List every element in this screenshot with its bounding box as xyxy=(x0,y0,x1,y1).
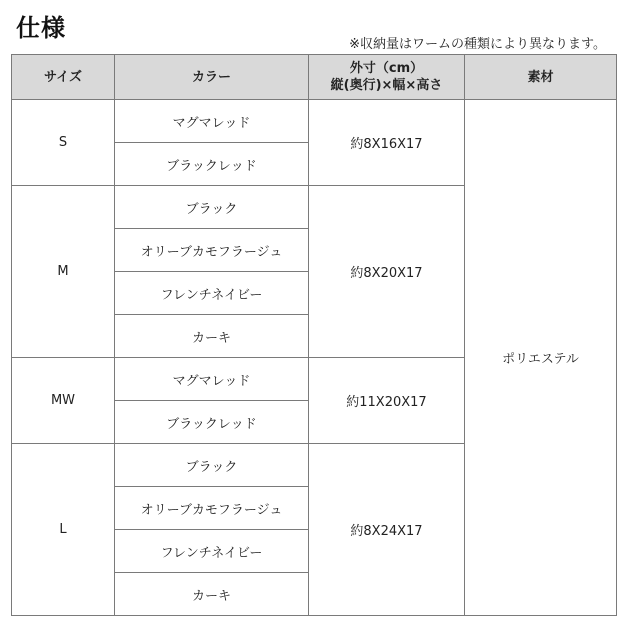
header-color: カラー xyxy=(115,55,309,100)
storage-note: ※収納量はワームの種類により異なります。 xyxy=(349,37,606,52)
dimensions-cell: 約8X20X17 xyxy=(309,186,465,358)
dimensions-cell: 約8X16X17 xyxy=(309,100,465,186)
header-dimensions xyxy=(309,55,465,100)
color-cell: フレンチネイビー xyxy=(115,530,309,573)
color-cell: カーキ xyxy=(115,315,309,358)
color-cell: マグマレッド xyxy=(115,358,309,401)
color-cell: フレンチネイビー xyxy=(115,272,309,315)
header-size: サイズ xyxy=(12,55,115,100)
color-cell: ブラック xyxy=(115,444,309,487)
spec-table xyxy=(11,54,617,616)
color-cell: ブラックレッド xyxy=(115,401,309,444)
header-material: 素材 xyxy=(465,55,617,100)
color-cell: マグマレッド xyxy=(115,100,309,143)
header-dimensions-line1: 外寸（cm） xyxy=(349,61,424,76)
dimensions-cell: 約11X20X17 xyxy=(309,358,465,444)
color-cell: カーキ xyxy=(115,573,309,616)
color-cell: オリーブカモフラージュ xyxy=(115,487,309,530)
size-cell: S xyxy=(12,100,115,186)
table-row xyxy=(12,100,617,143)
header-dimensions-line2: 縦(奥行)×幅×高さ xyxy=(330,78,443,93)
header-row xyxy=(12,55,617,100)
dimensions-cell: 約8X24X17 xyxy=(309,444,465,616)
page-title: 仕様 xyxy=(16,14,66,42)
size-cell: L xyxy=(12,444,115,616)
color-cell: ブラックレッド xyxy=(115,143,309,186)
size-cell: M xyxy=(12,186,115,358)
size-cell: MW xyxy=(12,358,115,444)
color-cell: オリーブカモフラージュ xyxy=(115,229,309,272)
material-cell: ポリエステル xyxy=(465,100,617,616)
color-cell: ブラック xyxy=(115,186,309,229)
